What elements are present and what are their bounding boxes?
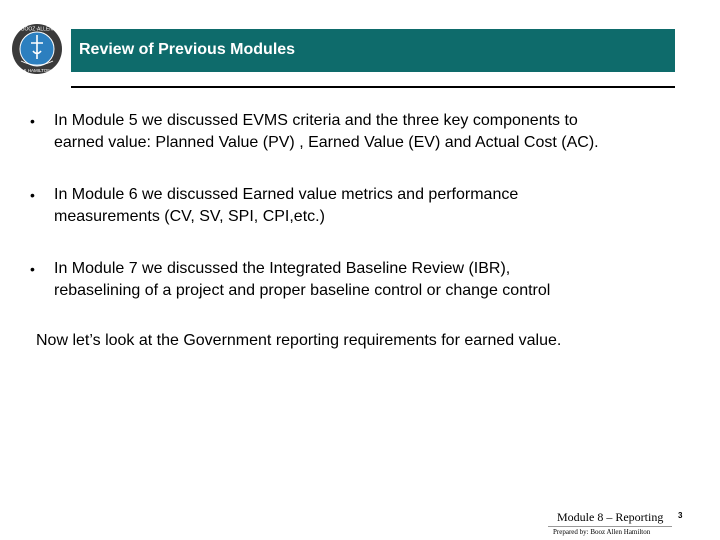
slide-title: Review of Previous Modules [79, 41, 296, 58]
closing-statement: Now let’s look at the Government reporting requirements for earned value. [36, 332, 562, 349]
logo-bottom-text: & HAMILTON [23, 68, 51, 73]
bullet-list [30, 110, 700, 332]
bullet-dot-icon: • [30, 187, 35, 203]
bullet-dot-icon: • [30, 113, 35, 129]
bullet-line: In Module 6 we discussed Earned value metrics and performance [54, 186, 519, 203]
footer-prepared-by: Prepared by: Booz Allen Hamilton [553, 528, 651, 536]
bullet-dot-icon: • [30, 261, 35, 277]
logo-top-text: BOOZ·ALLEN [21, 26, 53, 33]
bullet-line: earned value: Planned Value (PV) , Earned Value (EV) and Actual Cost (AC). [54, 134, 599, 151]
bullet-line: rebaselining of a project and proper baseline control or change control [54, 282, 551, 299]
page-number: 3 [678, 511, 683, 520]
booz-allen-hamilton-logo [11, 23, 63, 75]
bullet-line: In Module 7 we discussed the Integrated Baseline Review (IBR), [54, 260, 511, 277]
bullet-item [30, 258, 700, 302]
footer-divider [548, 526, 672, 527]
footer-module-label: Module 8 – Reporting [557, 510, 664, 524]
bullet-line: In Module 5 we discussed EVMS criteria and the three key components to [54, 112, 578, 129]
title-divider [71, 86, 675, 88]
bullet-item [30, 184, 700, 228]
bullet-item [30, 110, 700, 154]
title-bar [71, 29, 675, 72]
bullet-line: measurements (CV, SV, SPI, CPI,etc.) [54, 208, 325, 225]
